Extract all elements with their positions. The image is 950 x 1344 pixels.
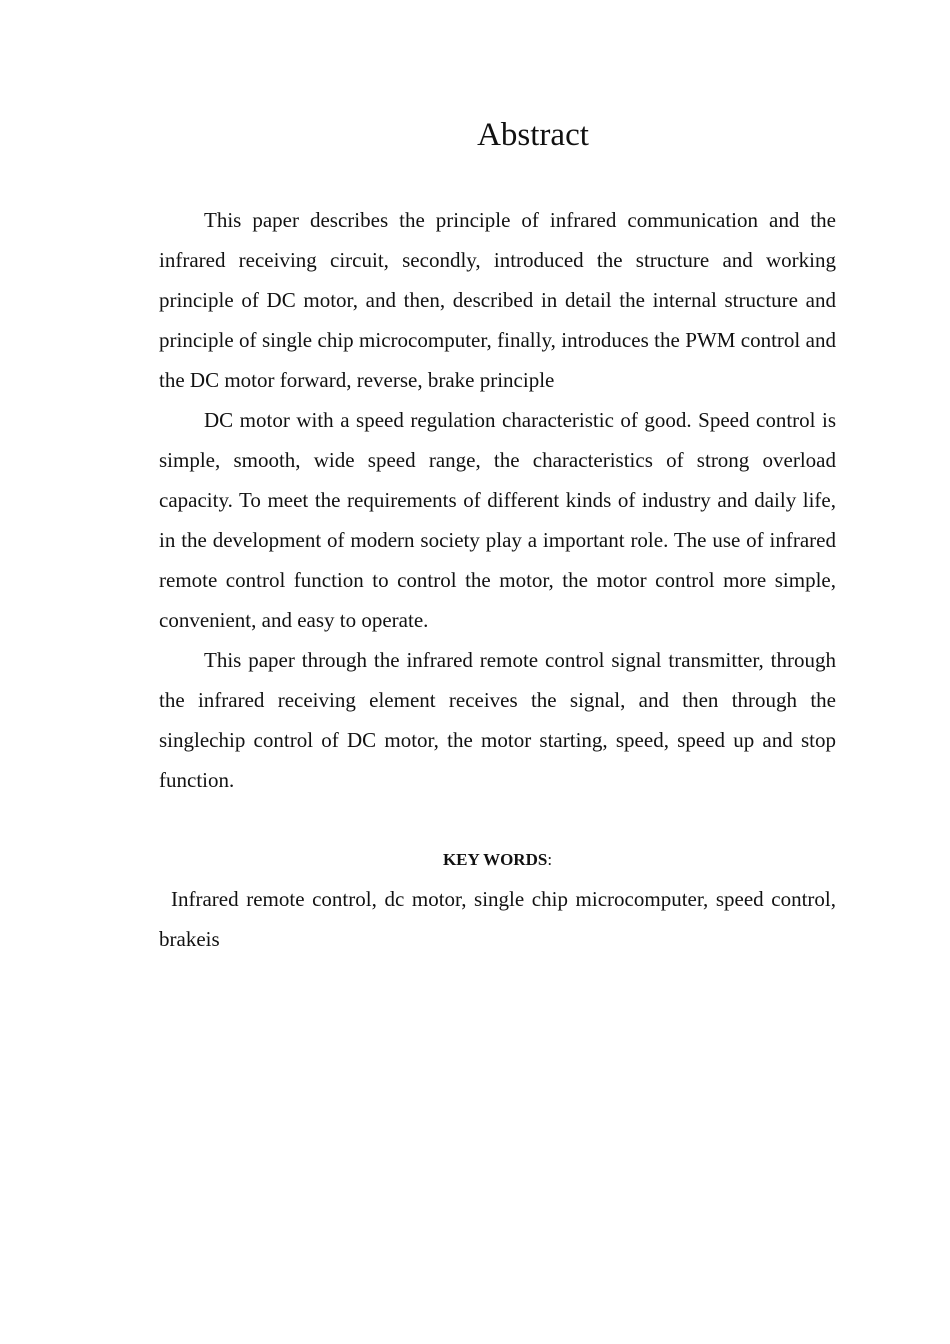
keywords-label: KEY WORDS <box>442 850 548 869</box>
abstract-paragraph-1: This paper describes the principle of infrared communication and the infrared receiving circuit, secondly, introduced the structure and working principle of DC motor, and then, described in detail the internal structure and principle of single chip microcomputer, finally, introduces the PWM control and the DC motor forward, reverse, brake principle <box>159 208 836 392</box>
keywords-heading <box>159 845 836 875</box>
abstract-paragraph-2: DC motor with a speed regulation characteristic of good. Speed control is simple, smooth, wide speed range, the characteristics of strong overload capacity. To meet the requirements of different kinds of industry and daily life, in the development of modern society play a important role. The use of infrared remote control function to control the motor, the motor control more simple, convenient, and easy to operate. <box>159 408 836 632</box>
abstract-paragraph-3: This paper through the infrared remote control signal transmitter, through the infrared receiving element receives the signal, and then through the singlechip control of DC motor, the motor starting, speed, speed up and stop function. <box>159 648 836 792</box>
abstract-body <box>159 200 836 800</box>
page-title: Abstract <box>477 117 589 153</box>
keywords-text: Infrared remote control, dc motor, single chip microcomputer, speed control, brakeis <box>159 887 836 951</box>
keywords-separator: : <box>547 850 553 869</box>
